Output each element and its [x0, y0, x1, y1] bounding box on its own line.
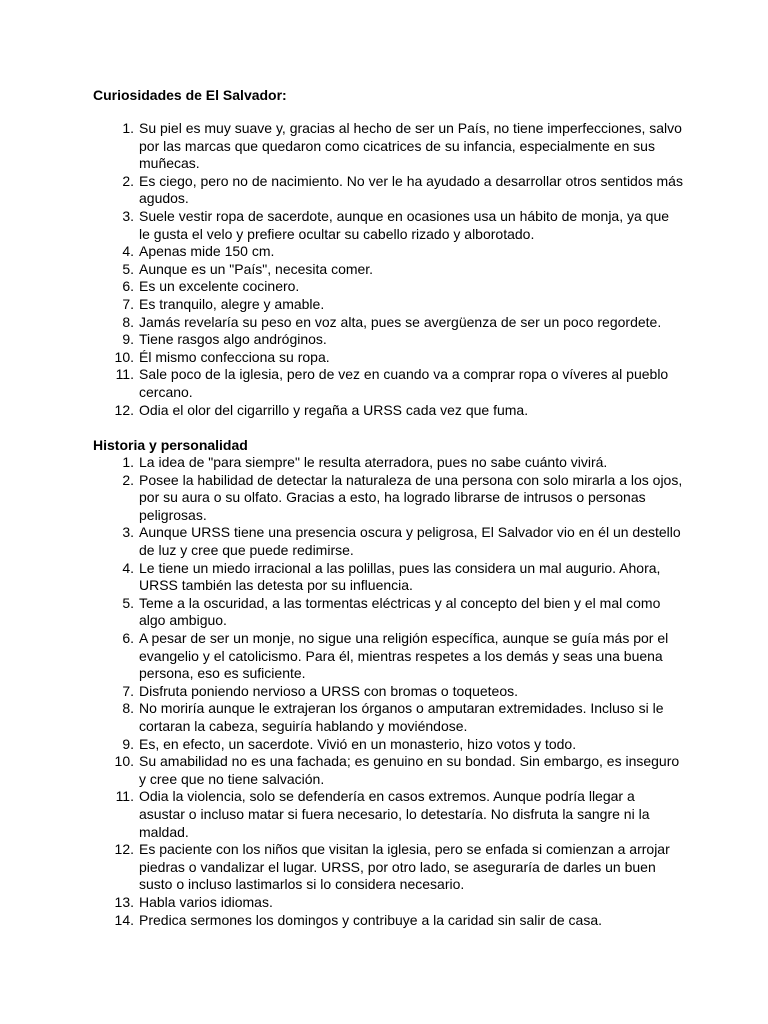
list-item-number: 9. — [122, 735, 134, 752]
list-item-number: 8. — [122, 700, 134, 717]
list-item — [93, 278, 683, 296]
list-item-number: 10. — [114, 753, 134, 770]
list-item-text: Suele vestir ropa de sacerdote, aunque en ocasiones usa un hábito de monja, ya que le gusta el velo y prefiere ocultar su cabello rizado y alborotado. — [139, 207, 670, 242]
list-item-text: Jamás revelaría su peso en voz alta, pues se avergüenza de ser un poco regordete. — [139, 313, 662, 330]
list-item — [93, 314, 683, 332]
list-item-text: Su amabilidad no es una fachada; es genuino en su bondad. Sin embargo, es inseguro y cree que no tiene salvación. — [139, 753, 680, 787]
list-item — [93, 173, 683, 208]
list-item-text: No moriría aunque le extrajeran los órganos o amputaran extremidades. Incluso si le cortaran la cabeza, seguiría hablando y moviéndose. — [139, 700, 664, 734]
list-item — [93, 524, 683, 559]
list-item-text: Odia la violencia, solo se defendería en casos extremos. Aunque podría llegar a asustar o incluso matar si fuera necesario, lo detestaría. No disfruta la sangre ni la maldad. — [139, 788, 650, 840]
list-item-text: Aunque es un "País", necesita comer. — [139, 260, 374, 277]
list-item-text: Él mismo confecciona su ropa. — [139, 348, 330, 365]
list-item — [93, 366, 683, 401]
list-item — [93, 736, 683, 754]
list-item-text: Su piel es muy suave y, gracias al hecho de ser un País, no tiene imperfecciones, salvo por las marcas que quedaron como cicatrices de su infancia, especialmente en sus muñecas. — [139, 120, 682, 172]
section-title-historia: Historia y personalidad — [93, 437, 248, 454]
list-item — [93, 261, 683, 279]
list-item-text: Predica sermones los domingos y contribuye a la caridad sin salir de casa. — [139, 911, 603, 928]
list-item-text: Es tranquilo, alegre y amable. — [139, 295, 325, 312]
list-item — [93, 630, 683, 683]
list-item-number: 5. — [122, 594, 134, 611]
list-item-number: 12. — [114, 841, 134, 858]
list-item — [93, 700, 683, 735]
list-item-number: 11. — [115, 366, 134, 383]
list-item-number: 1. — [122, 454, 134, 471]
list-item-number: 4. — [122, 559, 134, 576]
historia-list — [93, 454, 683, 929]
list-item — [93, 841, 683, 894]
list-item-number: 10. — [114, 348, 134, 365]
list-item — [93, 331, 683, 349]
list-item — [93, 683, 683, 701]
list-item-number: 5. — [122, 260, 134, 277]
list-item-text: Es ciego, pero no de nacimiento. No ver le ha ayudado a desarrollar otros sentidos más agudos. — [139, 172, 683, 207]
document-page — [93, 86, 683, 929]
list-item-text: Le tiene un miedo irracional a las polillas, pues las considera un mal augurio. Ahora, URSS también las detesta por su influencia. — [139, 559, 661, 594]
list-item-number: 6. — [122, 630, 134, 647]
list-item-text: Apenas mide 150 cm. — [139, 243, 275, 260]
list-item-text: A pesar de ser un monje, no sigue una religión específica, aunque se guía más por el evangelio y el catolicismo. Para él, mientras respetes a los demás y seas una buena persona, eso es suficiente. — [139, 630, 669, 682]
list-item-number: 8. — [122, 313, 134, 330]
list-item-number: 1. — [122, 120, 134, 136]
list-item-number: 3. — [122, 524, 134, 541]
list-item — [93, 349, 683, 367]
list-item — [93, 788, 683, 841]
list-item-text: Es un excelente cocinero. — [139, 278, 300, 295]
list-item — [93, 894, 683, 912]
list-item-text: Disfruta poniendo nervioso a URSS con bromas o toqueteos. — [139, 682, 518, 699]
list-item — [93, 296, 683, 314]
list-item — [93, 595, 683, 630]
list-item-number: 2. — [122, 471, 134, 488]
list-item-number: 9. — [122, 331, 134, 348]
list-item-text: Teme a la oscuridad, a las tormentas eléctricas y al concepto del bien y el mal como algo ambiguo. — [139, 594, 661, 629]
list-item-number: 14. — [114, 911, 134, 928]
list-item-text: Posee la habilidad de detectar la naturaleza de una persona con solo mirarla a los ojos, por su aura o su olfato. Gracias a esto, ha logrado librarse de intrusos o personas peligrosas. — [139, 471, 683, 523]
list-item-text: Habla varios idiomas. — [139, 893, 273, 910]
list-item — [93, 753, 683, 788]
section-title-curiosidades: Curiosidades de El Salvador: — [93, 87, 287, 103]
list-item-number: 13. — [114, 893, 134, 910]
list-item — [93, 243, 683, 261]
list-item-text: Odia el olor del cigarrillo y regaña a URSS cada vez que fuma. — [139, 401, 529, 418]
list-item — [93, 454, 683, 472]
list-item-text: Es paciente con los niños que visitan la iglesia, pero se enfada si comienzan a arrojar piedras o vandalizar el lugar. URSS, por otro lado, se aseguraría de darles un buen susto o incluso lastimarlos si lo considera necesario. — [139, 841, 670, 893]
list-item — [93, 120, 683, 173]
list-item-number: 7. — [122, 295, 134, 312]
list-item-number: 7. — [122, 682, 134, 699]
list-item-text: La idea de "para siempre" le resulta aterradora, pues no sabe cuánto vivirá. — [139, 454, 608, 471]
list-item — [93, 402, 683, 420]
list-item-number: 6. — [122, 278, 134, 295]
list-item-number: 11. — [115, 788, 134, 805]
list-item-number: 3. — [122, 207, 134, 224]
list-item-number: 2. — [122, 172, 134, 189]
list-item — [93, 560, 683, 595]
list-item-text: Tiene rasgos algo andróginos. — [139, 331, 327, 348]
list-item-text: Es, en efecto, un sacerdote. Vivió en un monasterio, hizo votos y todo. — [139, 735, 577, 752]
list-item-text: Aunque URSS tiene una presencia oscura y peligrosa, El Salvador vio en él un destello de luz y cree que puede redimirse. — [139, 524, 681, 559]
list-item-text: Sale poco de la iglesia, pero de vez en cuando va a comprar ropa o víveres al pueblo cercano. — [139, 366, 669, 400]
list-item — [93, 912, 683, 930]
list-item-number: 4. — [122, 243, 134, 260]
list-item — [93, 208, 683, 243]
list-item — [93, 472, 683, 525]
list-item-number: 12. — [114, 401, 134, 418]
curiosidades-list — [93, 120, 683, 419]
